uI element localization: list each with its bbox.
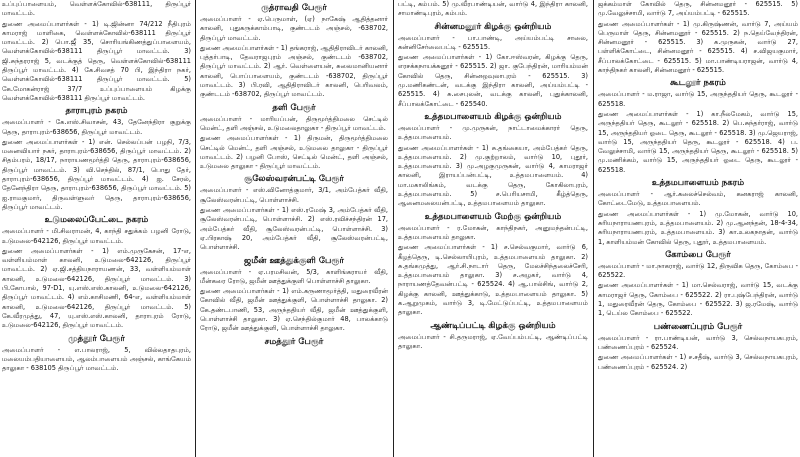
paragraph: அமைப்பாளர் - கே.எஸ்.சிவாசன், 43, தேனேந்திரா குறுக்கு தெரு, தாராபுரம்-638656, திருப்பூர் மாவட்டம். [2, 118, 191, 136]
paragraph: அமைப்பாளர் - மு.முருகன், நாட்டாமைக்காரர் தெரு, உத்தமபாளையம். [398, 123, 588, 142]
column-1 [0, 0, 193, 457]
column-3 [396, 0, 590, 457]
section-heading: ருத்ராவதி பேரூர் [261, 3, 327, 13]
paragraph: துணை அமைப்பாளர்கள் - 1) ச.சதீஷ், வார்டு 3, செல்வநாயகபுரம், பண்ணைப்புரம் - 625524. 2) [598, 353, 798, 371]
section-heading: உத்தமபாளையம் நகரம் [651, 178, 745, 189]
paragraph: அமைப்பாளர் - மாரியப்பன், திருமூர்த்திமலை செட்டில் மென்ட், தளி அஞ்சல், உடுமலைதாலுகா - திருப்பூர் மாவட்டம். [200, 114, 388, 132]
paragraph: அமைப்பாளர் - ம.ராஜா, வார்டு 15, அருந்ததியர் தெரு, கூடலூர் - 625518. [598, 90, 798, 108]
section-heading: சின்னமனூர் கிழக்கு ஒன்றியம் [434, 21, 552, 32]
paragraph: துணை அமைப்பாளர்கள் - 1) கோ.ஈஸ்வரன், கிழக்கு தெரு, எரசக்கநாயக்கனூர் - 625515. 2) ஜா. குபேந்திரன், மாரியம்மன் கோவில் தெரு, சின்னஒவுலாபுரம் - 625515. 3) மு.மணிகண்டன், வடக்கு இந்திரா காலனி, அய்யம்பட்டி - 625515. 4) சு.சைபுலன், வடக்கு காலனி, புதுக்காலனி, சீப்பாலக்கோட்டை - 625540. [398, 53, 588, 108]
section-heading: தாராபுரம் நகரம் [65, 106, 128, 117]
section-heading: உத்தமபாளையம் மேற்கு ஒன்றியம் [424, 211, 562, 222]
paragraph: அமைப்பாளர் - மி.சிவராமன், 4, காந்தி சதுக்கம் பழனி ரோடு, உடுமலை-642126, திருப்பூர் மாவட்டம். [2, 227, 191, 245]
section-heading: கூடலூர் நகரம் [670, 78, 726, 89]
paragraph: அமைப்பாளர் - ஏ.பரமசிவன், 5/3, காளிங்கராயர் வீதி, மீன்கரை ரோடு, ஜமீன் ஊத்துக்குளி பொள்ளாச்சி தாலுகா. [200, 267, 388, 285]
column-divider [195, 0, 196, 457]
paragraph: அமைப்பாளர் - பா.பாண்டி, அய்யம்பட்டி சாலை, கன்னிசேர்வைபட்டி - 625515. [398, 33, 588, 51]
section-heading: ஆண்டிப்பட்டி கிழக்கு ஒன்றியம் [430, 320, 556, 331]
section-heading: முத்தூர் பேரூர் [68, 333, 125, 344]
paragraph: துணை அமைப்பாளர்கள் - 1) கா.நீலமேகம், வார்டு 15, அருந்ததியர் தெரு, கூடலூர் - 625518. 2) பெ.சுந்தர்ராஜ், வார்டு 15, அருந்ததியர் ஓடை தெரு, கூடலூர் - 625518. 3) மு.ஜெயராஜ், வார்டு 15, அருந்ததியர் தெரு, கூடலூர் - 625518. 4) ப. வேலுச்சாமி, வார்டு 15, அருந்ததியர் தெரு, கூடலூர் - 625518. 5) மு.மணிக்கம், வார்டு 15, அருந்ததியர் ஓடை தெரு, கூடலூர் - 625518. [598, 109, 798, 174]
paragraph: துணை அமைப்பாளர்கள் - 1) சு.தங்கையா, அம்பேத்கர் தெரு, உத்தமபாளையம். 2) மு.குற்றாலம், வார்டு 10, புதூர், உத்தமபாளையம். 3) மு.அழகுமுருகன், வார்டு 4, காமராஜர் காலனி, இராயப்பன்பட்டி, உத்தமபாளையம். 4) மா.மகாலிங்கம், வடக்கு தெரு, கோகிலாபுரம், உத்தமபாளையம். 5) ச.பெரியசாமி, கீழ்த்தெரு, ஆனைமலையன்பட்டி, உத்தமபாளையம் தாலுகா. [398, 143, 588, 208]
paragraph: துணை அமைப்பாளர்கள் - 1) எம்.முருகேசன், 17-எ, வள்ளியம்மாள் காலனி, உடுமலை-642126, திருப்பூர் மாவட்டம். 2) ஏ.ஜி.சத்தியநாராயணன், 33, வள்ளியம்மாள் காலனி, உடுமலை-642126, திருப்பூர் மாவட்டம். 3) பி.கோபால், 97-D1, யு.எஸ்.எஸ்.காலனி, உடுமலை-642126, திருப்பூர் மாவட்டம். 4) எம்.காசிமணி, 64-எ, வள்ளியம்மாள் காலனி, உடுமலை-642126, திருப்பூர் மாவட்டம். 5) கே.வீரமுத்து, 47, யு.எஸ்.எஸ்.காலனி, தாராபுரம் ரோடு, உடுமலை-642126, திருப்பூர் மாவட்டம். [2, 246, 191, 330]
paragraph: துணை அமைப்பாளர்கள் - 1) எம்.கருணாமூர்த்தி, மதுரைவீரன் கோவில் வீதி, ஜமீன் ஊத்துக்குளி, பொள்ளாச்சி தாலுகா. 2) கே.தண்டபாணி, 53, அருந்ததியர் வீதி, ஜமீன் ஊத்துக்குளி, பொள்ளாச்சி தாலுகா. 3) ஏ.செந்தில்குமார் 48, பாலக்காடு ரோடு, ஜமீன் ஊத்துக்குளி, பொள்ளாச்சி தாலுகா. [200, 287, 388, 333]
paragraph: அமைப்பாளர் - ஆர்.கலைச்செல்வம், கனகராஜ் காலனி, கோட்டைமேடு, உத்தமபாளையம். [598, 190, 798, 208]
paragraph: துணை அமைப்பாளர்கள் - 1) என். செல்லப்பன் பழநி, 7/3, மனைவியார் நகர், தாராபுரம்-638656, திருப்பூர் மாவட்டம். 2) சிதம்பரம், 18/17, நாராயணமூர்த்தி தெரு, தாராபுரம்-638656, திருப்பூர் மாவட்டம். 3) வி.செந்தில், 87/1, பொது தேர், தாராபுரம்-638656, திருப்பூர் மாவட்டம். 4) ஐ. சேரல், தேனேந்திரா தெரு, தாராபுரம்-638656, திருப்பூர் மாவட்டம். 5) ஐ.ராமகுமார், திருவள்ளுவர் தெரு, தாராபுரம்-638656, திருப்பூர் மாவட்டம். [2, 137, 191, 211]
column-divider [593, 0, 594, 457]
paragraph: அமைப்பாளர் - ஏ.பெருமாள், (ஏ) நாகேஷ் ஆதித்தனார் காலனி, புதுகருக்காம்பாடி, குண்டடம் அஞ்சல், -638702, திருப்பூர் மாவட்டம். [200, 15, 388, 42]
column-4 [596, 0, 800, 457]
paragraph: துணை அமைப்பாளர்கள் - 1) மு.மோகன், வார்டு 10, சுரியநாராயணபுரம், உத்தமபாளையம். 2) மு.ஆனந்தன், 18-4-34, சுரியநாராயணபுரம், உத்தமபாளையம். 3) கா.உலகநாதன், வார்டு 1, காளியம்மன் கோவில் தெரு, புதூர், உத்தமபாளையம். [598, 209, 798, 246]
column-divider [393, 0, 394, 457]
paragraph: அமைப்பாளர் - சி.தருமராஜ், ஏ.வேப்பம்பட்டி, ஆண்டிப்பட்டி தாலுகா. [398, 332, 588, 350]
column-2 [198, 0, 390, 457]
paragraph: துணை அமைப்பாளர்கள் - 1) மா.செல்வராஜ், வார்டு 15, வடக்கு காமராஜர் தெரு, கோம்பை - 625522. 2) ரா.புஷ்பேந்திரன், வார்டு 1, மதுரைவீரன் தெரு, கோம்பை - 625522. 3) ஜ.ரமேஷ், வார்டு 1, டெய்ல கோம்பை - 625522. [598, 281, 798, 318]
section-heading: உத்தமபாளையம் கிழக்கு ஒன்றியம் [424, 111, 562, 122]
paragraph: அமைப்பாளர் - எஸ்.வினோத்குமார், 3/1, அம்பேத்கர் வீதி, சூலேஸ்வரன்பட்டி, பொள்ளாச்சி. [200, 186, 388, 204]
section-heading: சமத்தூர் பேரூர் [264, 336, 324, 347]
paragraph: துணை அமைப்பாளர்கள் - 1) தங்கராஜ், ஆதிதிராவிடர் காலனி, புத்தர்பாடி, தேவராஜபுரம் அஞ்சல், குண்டடம் -638702, திருப்பூர் மாவட்டம். 2) ஆர். வெள்ளையன், சுலைமானியனார் காலனி, பொப்பாளையம், குண்டடம் -638702, திருப்பூர் மாவட்டம். 3) பி.ரவி, ஆதிதிராவிடர் காலனி, பெரிவலம், குண்டடம் -638702, திருப்பூர் மாவட்டம். [200, 43, 388, 99]
paragraph: பட்டி, கம்பம். 5) மு.வீரபாண்டியன், வார்டு 4, இந்திரா காலனி, சாமாண்டிபுரம், கம்பம். [398, 0, 588, 18]
paragraph: துணை அமைப்பாளர்கள் - 1) திருமன், திருமூர்த்திமலை செட்டில் மென்ட், தளி அஞ்சல், உடுமலை தாலுகா - திருப்பூர் மாவட்டம். 2) பழனி போஸ், செட்டில் மென்ட், தளி அஞ்சல், உடுமலை தாலுகா - திருப்பூர் மாவட்டம். [200, 134, 388, 171]
paragraph: அமைப்பாளர் - ர.மோகன், காந்திநகர், அனுமந்தன்பட்டி, உத்தமபாளையம் தாலுகா. [398, 223, 588, 241]
section-heading: பண்ணைப்புரம் பேரூர் [653, 321, 743, 332]
paragraph: அமைப்பாளர் - மா.நாகராஜ், வார்டு 12, திருவிக தெரு, கோம்பை - 625522. [598, 261, 798, 280]
paragraph: துணை அமைப்பாளர்கள் - 1) ச.செல்வகுமார், வார்டு 6, கீழத்தெரு, டி.செல்லாயிபுரம், உத்தமபாளையம் தாலுகா. 2) சு.தங்கமுத்து, ஆர்.சி.நாடார் தெரு, மேலச்சிந்தலைச்சேரி, உத்தமபாளையம் தாலுகா. 3) ச.அழகர், வார்டு 4, நாராயணத்தேவன்பட்டி - 625524. 4) ஆ.பால்சிங், வார்டு 2, கிழக்கு காலனி, ஊத்துக்காடு, உத்தமபாளையம் தாலுகா. 5) க.ஆறுமுகம், வார்டு 3, டி.மேட்டுப்பட்டி, உத்தமபாளையம் தாலுகா. [398, 243, 588, 317]
paragraph: துணை அமைப்பாளர்கள் - 1) டி.ஜின்னா 74/212 நீதிபுரம் காமராஜ் மாளிகை, வெள்ளக்கோவில்-638111 திருப்பூர் மாவட்டம். 2) பொ.ஜீ 35, சொரியங்கிணத்துப்பாளையம், வெள்ளக்கோவில்-638111 திருப்பூர் மாவட்டம். 3) ஜி.சுந்தரராஜ் 5, வடக்குத் தெரு, வெள்ளக்கோவில்-638111 திருப்பூர் மாவட்டம். 4) கே.சிவசத் 70 பி, இந்திரா நகர், வெள்ளக்கோவில்-638111 திருப்பூர் மாவட்டம். 5) கே.மோகன்ராஜ் 37/7 உப்புப்பாளையம் கிழக்கு வெள்ளக்கோவில்-638111 திருப்பூர் மாவட்டம். [2, 19, 191, 102]
section-heading: சூலேஸ்வரன்பட்டி பேரூர் [244, 174, 344, 185]
section-heading: கோம்பை பேரூர் [665, 249, 731, 260]
paragraph: துணை அமைப்பாளர்கள் - 1) மு.கிருஷ்ணன், வார்டு 7, அய்யம் பெருமாள் தெரு, சின்னமனூர் - 625515. 2) ந.தெய்வேந்திரன், சின்னமனூர் - 625515. 3) க.முருகன், வார்டு 27, பள்ளிக்கோட்டை, சின்னமனூர் - 625515. 4) ச.விஜயகுமார், சீப்பாலக்கோட்டை - 625515. 5) மா.பாண்டியராஜன், வார்டு 4, காந்திநகர் காலனி, சின்னமனூர் - 625515. [598, 19, 798, 75]
section-heading: ஜமீன் ஊத்துக்குளி பேரூர் [244, 255, 344, 266]
section-heading: உடுமலைப்பேட்டை நகரம் [44, 215, 149, 226]
paragraph: உப்புப்பாளையம், வெள்ளக்கோவில்-638111, திருப்பூர் மாவட்டம். [2, 0, 191, 18]
section-heading: தளி பேரூர் [272, 102, 316, 113]
paragraph: ஜக்கம்மாள் கோவில் தெரு, சின்னமனூர் - 625515. 5) மு.வேலுச்சாமி, வார்டு 7, அய்யம்பட்டி - 625515. [598, 0, 798, 18]
paragraph: அமைப்பாளர் - ரா.பாண்டியன், வார்டு 3, செல்வநாயகபுரம், பண்ணைப்புரம் - 625524. [598, 333, 798, 351]
paragraph: அமைப்பாளர் - எ.பாலராஜ், 5, வில்லதாதபுரம், மலையம்பதியாளையம், ஆலம்பாளையம் அஞ்சல், காங்கேயம் தாலுகா - 638105 திருப்பூர் மாவட்டம். [2, 345, 191, 373]
paragraph: துணை அமைப்பாளர்கள் - 1) எஸ்.ரமேஷ் 3, அம்பேத்கர் வீதி, சூலேஸ்வரன்பட்டி, பொள்ளாச்சி. 2) எஸ்.ரவிச்சந்திரன் 17, அம்பேத்கர் வீதி, சூலேஸ்வரன்பட்டி, பொள்ளாச்சி. 3) ஏ.பிரகாஷ் 20, அம்பேத்கர் வீதி, சூலேஸ்வரன்பட்டி, பொள்ளாச்சி. [200, 206, 388, 252]
